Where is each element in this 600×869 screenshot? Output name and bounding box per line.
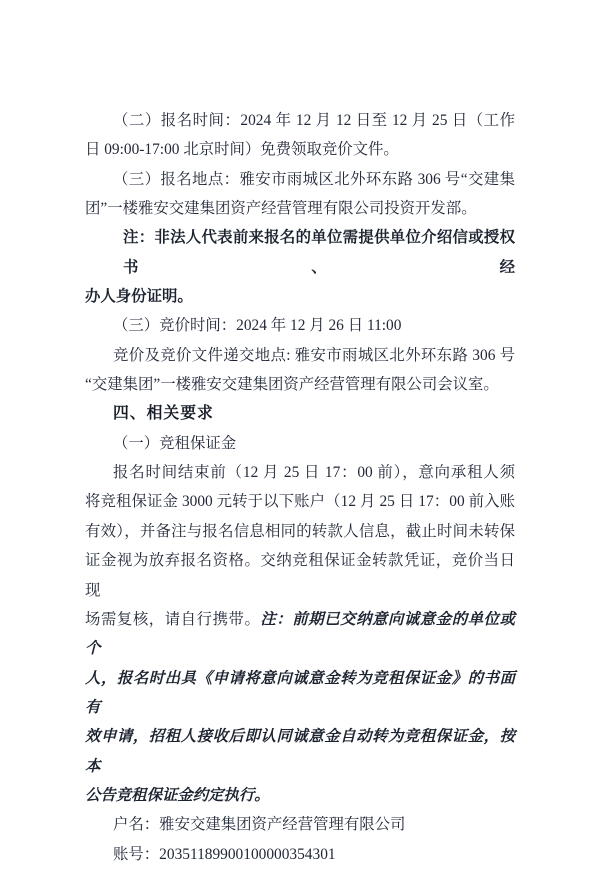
text-segment: 公告竞租保证金约定执行。	[85, 786, 270, 804]
doc-line	[85, 370, 515, 399]
text-segment: 账号：20351189900100000354301	[113, 845, 336, 863]
text-segment: （三）报名地点：雅安市雨城区北外环东路 306 号“交建集	[113, 170, 515, 188]
doc-line	[85, 165, 515, 194]
doc-line	[85, 840, 515, 869]
text-segment: （一）竞租保证金	[113, 434, 237, 452]
text-segment: 有效），并备注与报名信息相同的转款人信息，截止时间未转保	[85, 522, 515, 540]
doc-line	[85, 781, 515, 810]
text-segment: （二）报名时间：2024 年 12 月 12 日至 12 月 25 日（工作	[113, 112, 515, 129]
doc-line	[85, 810, 515, 839]
document-body	[85, 106, 515, 869]
doc-line	[85, 429, 515, 458]
doc-line	[85, 341, 515, 370]
doc-line	[85, 722, 515, 781]
text-segment: 四、相关要求	[113, 405, 214, 423]
doc-line	[85, 487, 515, 516]
text-segment: 户名：雅安交建集团资产经营管理有限公司	[113, 816, 406, 834]
text-segment: 注：前期已交纳意向诚意金的单位或个	[85, 610, 515, 658]
text-segment: 竞价及竞价文件递交地点: 雅安市雨城区北外环东路 306 号	[113, 346, 515, 364]
text-segment: 办人身份证明。	[85, 288, 193, 306]
doc-line	[85, 664, 515, 723]
doc-line	[85, 223, 515, 282]
doc-line	[85, 458, 515, 487]
doc-line	[85, 311, 515, 340]
doc-line	[85, 517, 515, 546]
text-segment: 场需复核，请自行携带。	[85, 610, 261, 628]
doc-line	[85, 135, 515, 164]
text-segment: 报名时间结束前（12 月 25 日 17：00 前），意向承租人须	[113, 464, 515, 482]
doc-line	[85, 399, 515, 428]
doc-line	[85, 546, 515, 605]
text-segment: 效申请，招租人接收后即认同诚意金自动转为竞租保证金，按本	[85, 728, 515, 775]
text-segment: 团”一楼雅安交建集团资产经营管理有限公司投资开发部。	[85, 200, 477, 218]
text-segment: 日 09:00-17:00 北京时间）免费领取竞价文件。	[85, 141, 399, 159]
text-segment: 注：非法人代表前来报名的单位需提供单位介绍信或授权书、经	[123, 229, 515, 276]
text-segment: “交建集团”一楼雅安交建集团资产经营管理有限公司会议室。	[85, 376, 499, 394]
text-segment: 将竞租保证金 3000 元转于以下账户（12 月 25 日 17：00 前入账	[85, 493, 515, 511]
doc-line	[85, 194, 515, 223]
doc-line	[85, 106, 515, 135]
text-segment: （三）竞价时间：2024 年 12 月 26 日 11:00	[113, 317, 402, 335]
text-segment: 证金视为放弃报名资格。交纳竞租保证金转款凭证，竞价当日现	[85, 552, 515, 599]
text-segment: 人，报名时出具《申请将意向诚意金转为竞租保证金》的书面有	[85, 669, 515, 716]
doc-line	[85, 605, 515, 664]
doc-line	[85, 282, 515, 311]
